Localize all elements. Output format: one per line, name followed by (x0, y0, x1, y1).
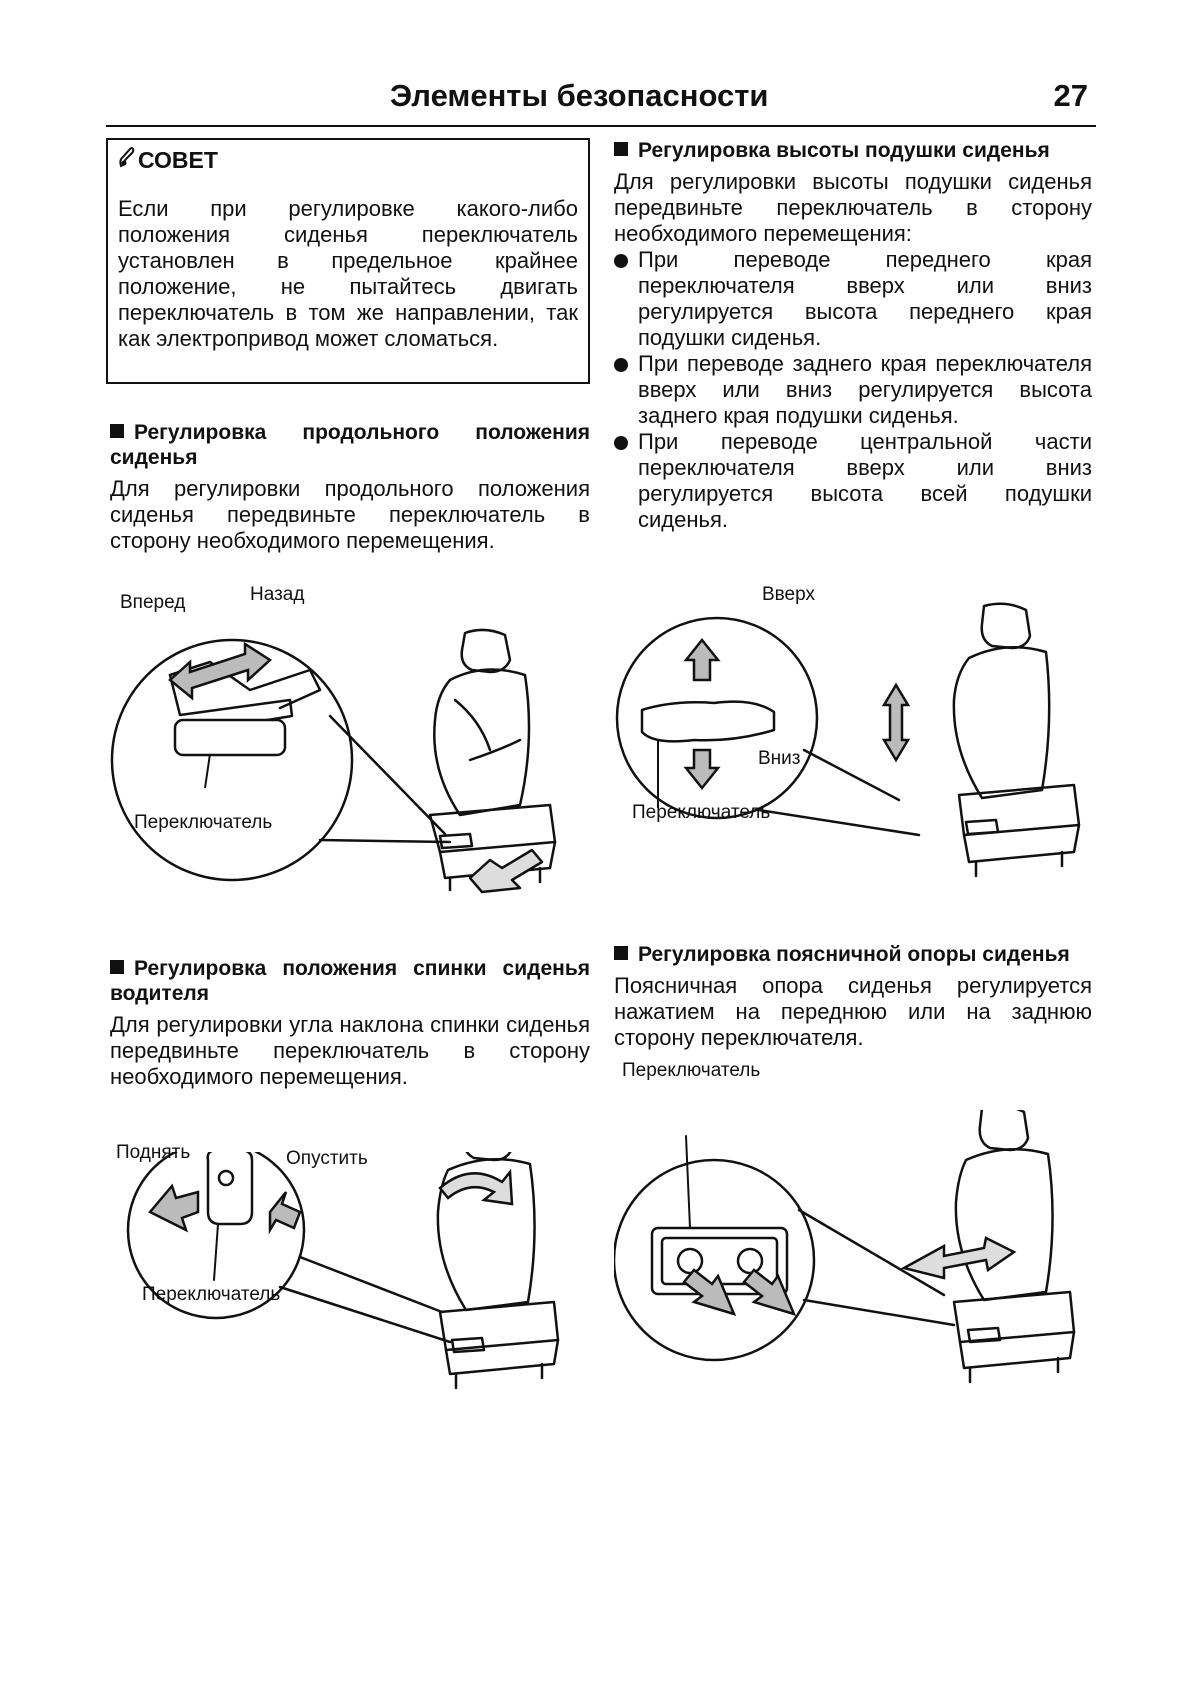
label-switch: Переключатель (142, 1284, 281, 1305)
tip-title (118, 146, 578, 174)
label-switch: Переключатель (134, 812, 273, 833)
label-up: Вверх (762, 584, 815, 605)
figure-lumbar (614, 1060, 1092, 1410)
section-heading (110, 420, 590, 470)
section-body: Для регулировки продольного положения сиденья передвиньте переключатель в сторону необходимого перемещения. (110, 476, 590, 553)
figure-cushion-height (614, 584, 1092, 920)
section-backrest (110, 956, 590, 1090)
square-bullet-icon (614, 142, 628, 156)
label-backward: Назад (250, 584, 305, 605)
section-longitudinal (110, 420, 590, 554)
section-body: Для регулировки угла наклона спинки сиденья передвиньте переключатель в сторону необходимого перемещения. (110, 1012, 590, 1089)
section-heading (614, 942, 1092, 967)
section-title: Элементы безопасности (390, 78, 769, 113)
label-switch: Переключатель (622, 1060, 761, 1081)
label-forward: Вперед (120, 592, 186, 613)
header-rule (106, 125, 1096, 127)
square-bullet-icon (110, 960, 124, 974)
note-icon (118, 146, 136, 174)
section-heading (110, 956, 590, 1006)
section-heading-text: Регулировка поясничной опоры сиденья (638, 943, 1070, 966)
list-item: При переводе переднего края переключателя вверх или вниз регулируется высота переднего края подушки сиденья. (614, 247, 1092, 351)
tip-box (106, 138, 590, 384)
section-body: Поясничная опора сиденья регулируется нажатием на переднюю или на заднюю сторону переключателя. (614, 973, 1092, 1050)
seat-illustration (614, 600, 1092, 920)
section-heading (614, 138, 1092, 163)
tip-title-text: СОВЕТ (138, 146, 218, 173)
page-number: 27 (1053, 78, 1088, 113)
section-body: Для регулировки высоты подушки сиденья передвиньте переключатель в сторону необходимого перемещения: (614, 169, 1092, 246)
bullet-list (614, 247, 1092, 533)
square-bullet-icon (614, 946, 628, 960)
section-lumbar (614, 942, 1092, 1051)
label-lower: Опустить (286, 1148, 368, 1169)
figure-backrest (110, 1142, 580, 1402)
list-item: При переводе центральной части переключателя вверх или вниз регулируется высота всей подушки сиденья. (614, 429, 1092, 533)
label-down: Вниз (758, 748, 801, 769)
section-heading-text: Регулировка положения спинки сиденья водителя (110, 957, 590, 1005)
square-bullet-icon (110, 424, 124, 438)
tip-text: Если при регулировке какого-либо положения сиденья переключатель установлен в предельное крайнее положение, не пытайтесь двигать переключатель в том же направлении, так как электропривод может сломаться. (118, 196, 578, 351)
seat-illustration (614, 1110, 1092, 1410)
seat-illustration (110, 620, 580, 920)
section-heading-text: Регулировка высоты подушки сиденья (638, 139, 1050, 162)
label-raise: Поднять (116, 1142, 191, 1163)
section-cushion-height (614, 138, 1092, 533)
seat-illustration (110, 1152, 580, 1402)
label-switch: Переключатель (632, 802, 771, 823)
figure-longitudinal (110, 584, 580, 920)
list-item: При переводе заднего края переключателя вверх или вниз регулируется высота заднего края подушки сиденья. (614, 351, 1092, 429)
section-heading-text: Регулировка продольного положения сиденья (110, 421, 590, 469)
